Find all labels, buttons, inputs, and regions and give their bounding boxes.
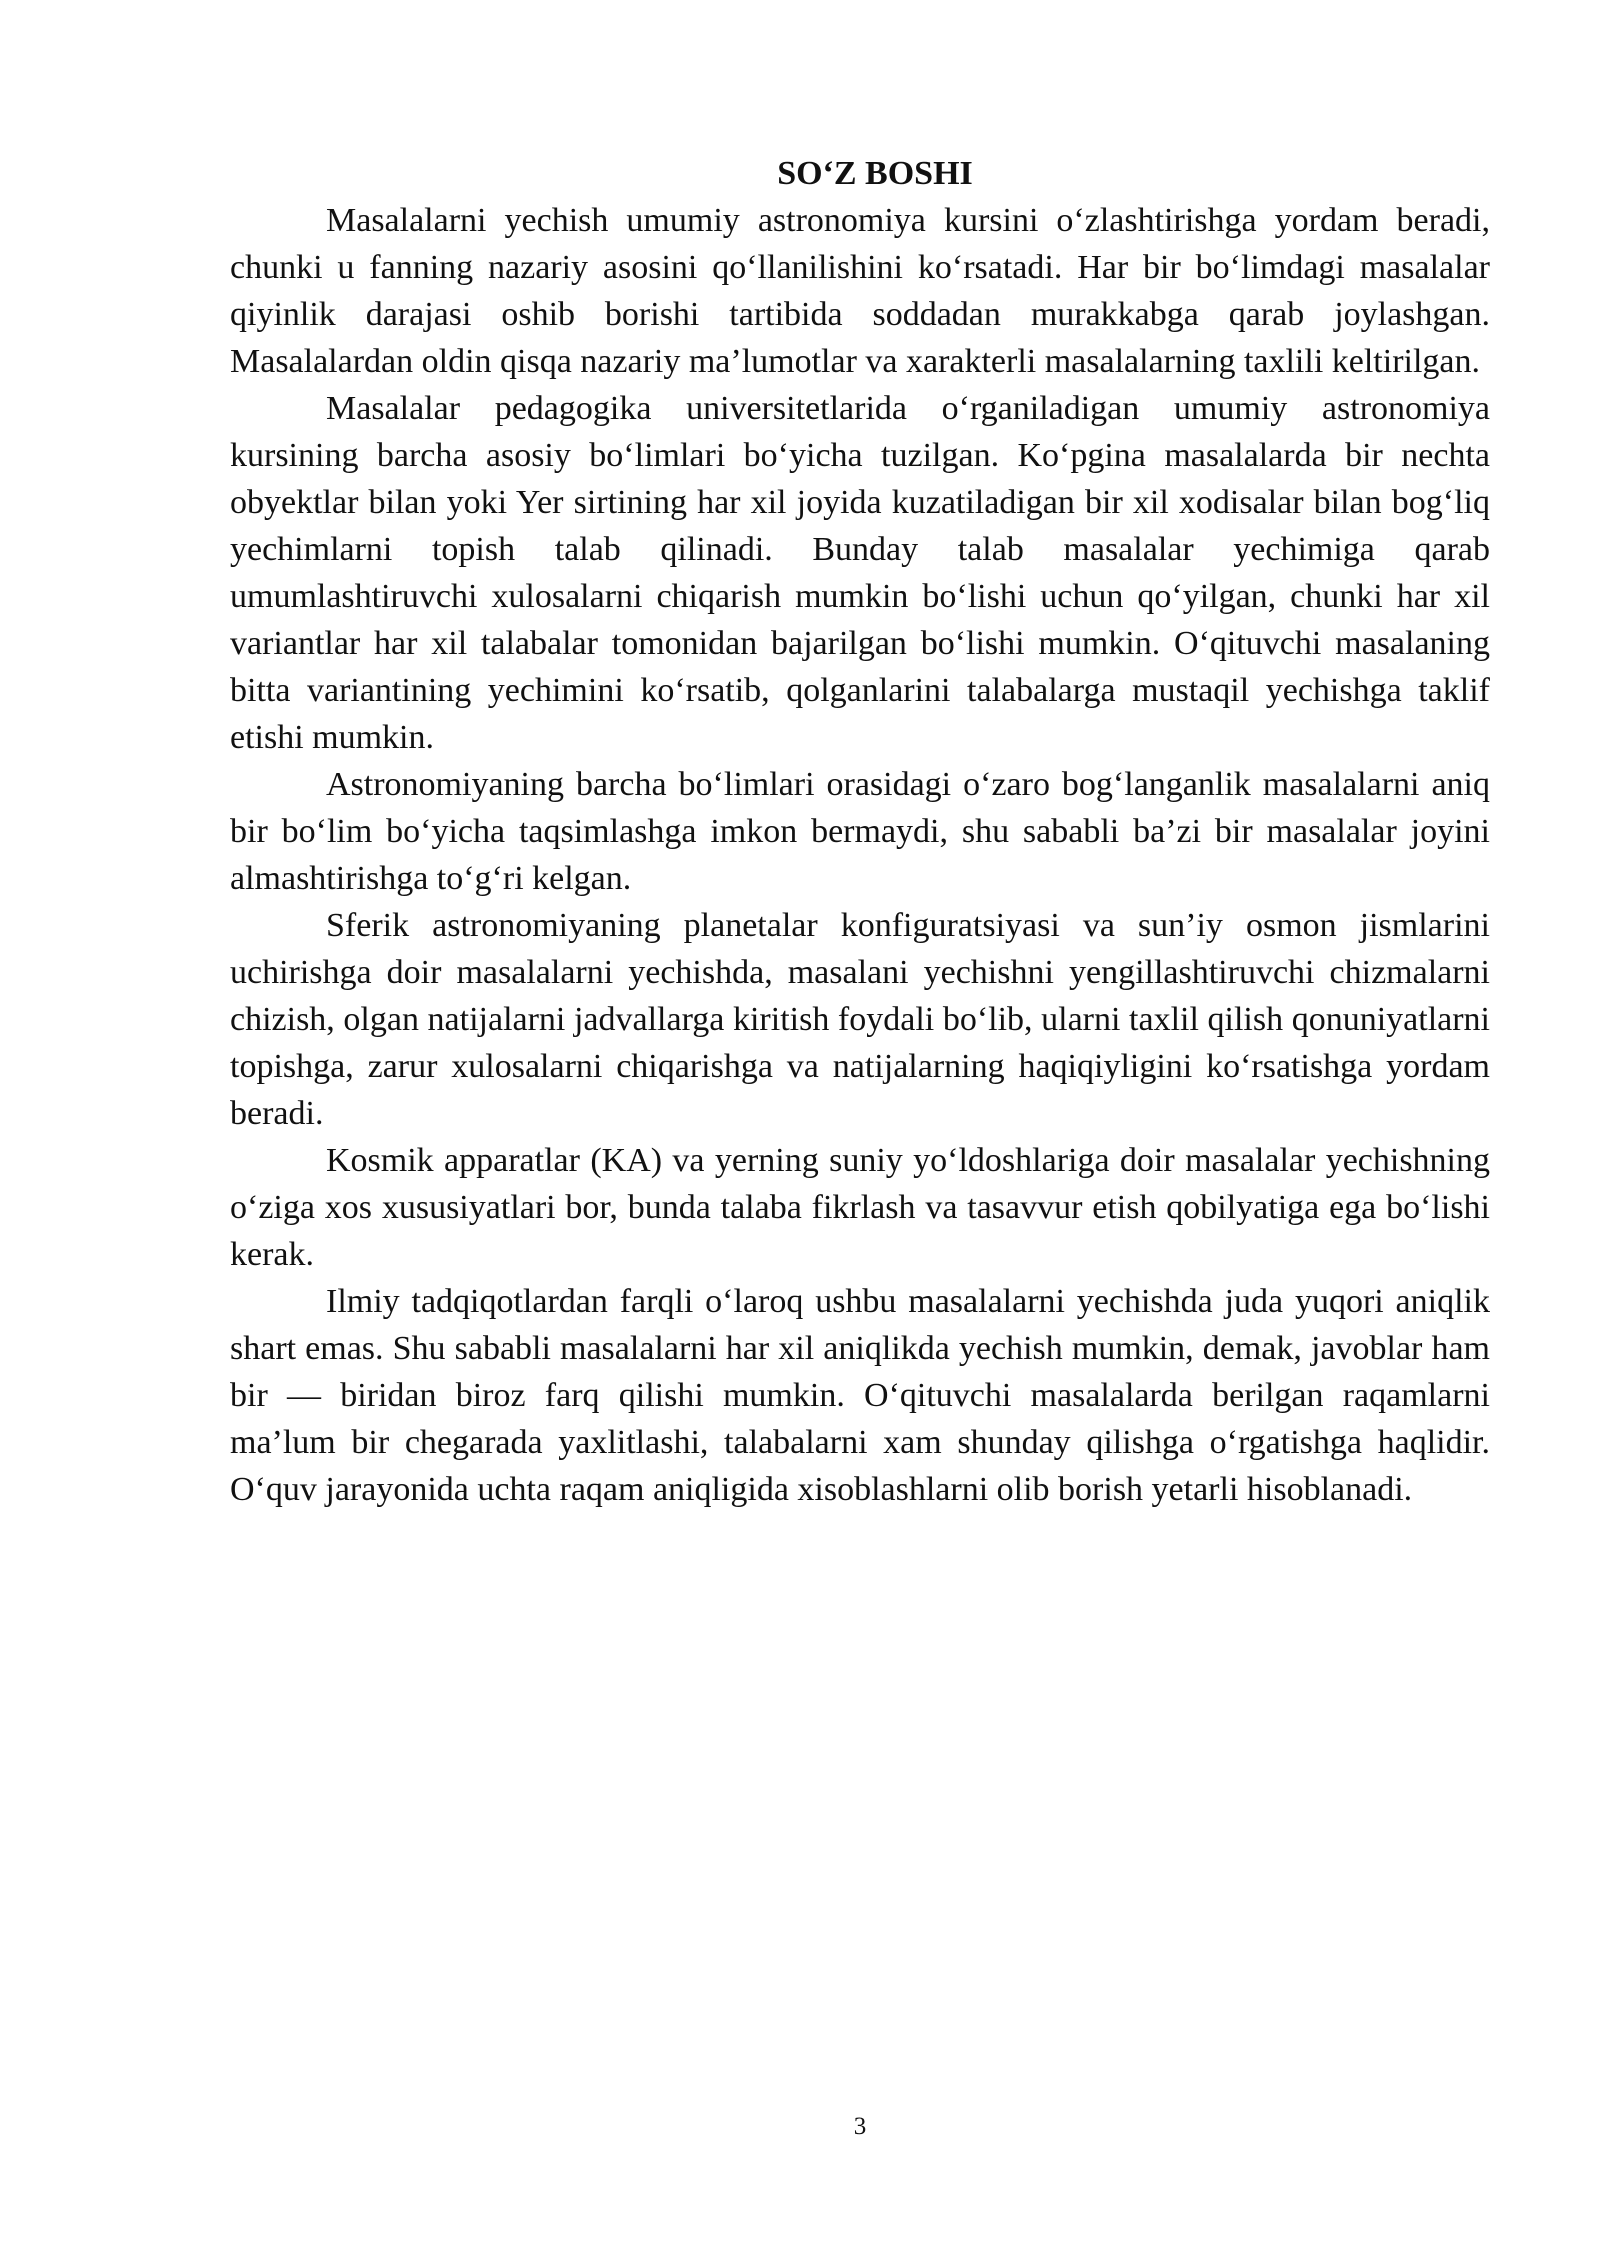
paragraph-5: Kosmik apparatlar (KA) va yerning suniy yo‘ldoshlariga doir masalalar yechishning o‘ziga xos xususiyatlari bor, bunda talaba fikrlash va tasavvur etish qobilyatiga ega bo‘lishi kerak. bbox=[230, 1142, 1490, 1273]
document-page bbox=[230, 150, 1490, 1513]
paragraph-3: Astronomiyaning barcha bo‘limlari orasidagi o‘zaro bog‘langanlik masalalarni aniq bir bo‘lim bo‘yicha taqsimlashga imkon bermaydi, shu sababli ba’zi bir masalalar joyini almashtirishga to‘g‘ri kelgan. bbox=[230, 766, 1490, 897]
paragraph-6: Ilmiy tadqiqotlardan farqli o‘laroq ushbu masalalarni yechishda juda yuqori aniqlik shart emas. Shu sababli masalalarni har xil aniqlikda yechish mumkin, demak, javoblar ham bir — biridan biroz farq qilishi mumkin. O‘qituvchi masalalarda berilgan raqamlarni ma’lum bir chegarada yaxlitlashi, talabalarni xam shunday qilishga o‘rgatishga haqlidir. O‘quv jarayonida uchta raqam aniqligida xisoblashlarni olib borish yetarli hisoblanadi. bbox=[230, 1283, 1490, 1508]
paragraph-1: Masalalarni yechish umumiy astronomiya kursini o‘zlashtirishga yordam beradi, chunki u fanning nazariy asosini qo‘llanilishini ko‘rsatadi. Har bir bo‘limdagi masalalar qiyinlik darajasi oshib borishi tartibida soddadan murakkabga qarab joylashgan. Masalalardan oldin qisqa nazariy ma’lumotlar va xarakterli masalalarning taxlili keltirilgan. bbox=[230, 202, 1490, 380]
page-number: 3 bbox=[853, 2113, 867, 2140]
paragraph-4: Sferik astronomiyaning planetalar konfiguratsiyasi va sun’iy osmon jismlarini uchirishga doir masalalarni yechishda, masalani yechishni yengillashtiruvchi chizmalarni chizish, olgan natijalarni jadvallarga kiritish foydali bo‘lib, ularni taxlil qilish qonuniyatlarni topishga, zarur xulosalarni chiqarishga va natijalarning haqiqiyligini ko‘rsatishga yordam beradi. bbox=[230, 907, 1490, 1132]
page-title: SO‘Z BOSHI bbox=[777, 155, 973, 192]
paragraph-2: Masalalar pedagogika universitetlarida o‘rganiladigan umumiy astronomiya kursining barcha asosiy bo‘limlari bo‘yicha tuzilgan. Ko‘pgina masalalarda bir nechta obyektlar bilan yoki Yer sirtining har xil joyida kuzatiladigan bir xil xodisalar bilan bog‘liq yechimlarni topish talab qilinadi. Bunday talab masalalar yechimiga qarab umumlashtiruvchi xulosalarni chiqarish mumkin bo‘lishi uchun qo‘yilgan, chunki har xil variantlar har xil talabalar tomonidan bajarilgan bo‘lishi mumkin. O‘qituvchi masalaning bitta variantining yechimini ko‘rsatib, qolganlarini talabalarga mustaqil yechishga taklif etishi mumkin. bbox=[230, 390, 1490, 756]
